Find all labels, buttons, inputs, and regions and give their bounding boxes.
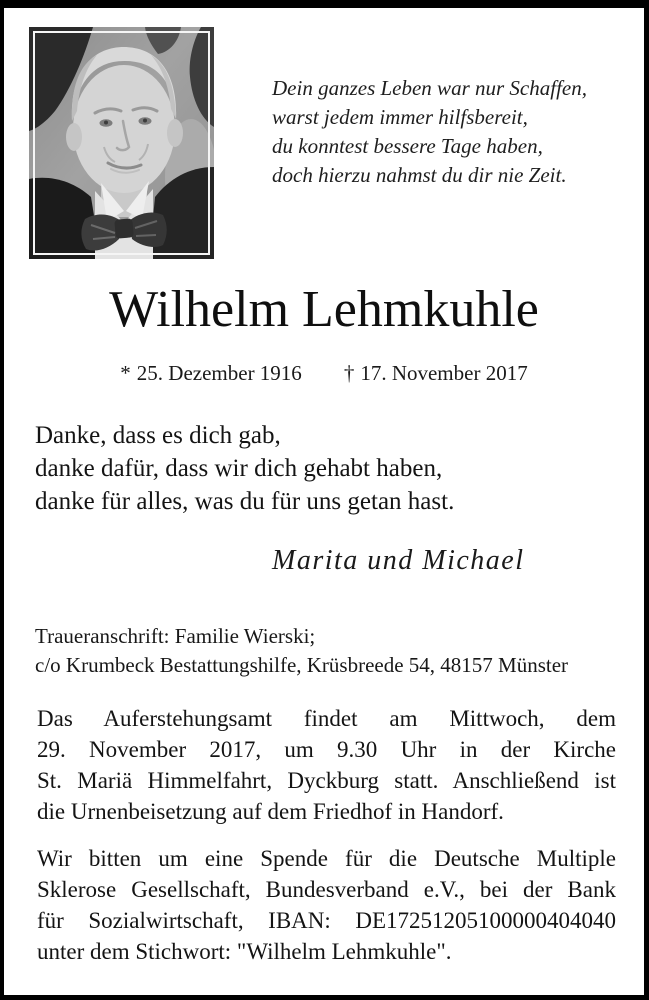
donation-line: unter dem Stichwort: "Wilhelm Lehmkuhle".	[37, 939, 452, 964]
donation-info	[37, 843, 616, 967]
mourning-address	[35, 622, 568, 680]
life-dates	[4, 360, 644, 386]
thanks-line: Danke, dass es dich gab,	[35, 422, 281, 449]
birth-date: 25. Dezember 1916	[136, 361, 302, 385]
poem-line: warst jedem immer hilfsbereit,	[272, 105, 528, 129]
birth-star-icon: *	[120, 361, 131, 385]
donation-line: für Sozialwirtschaft, IBAN: DE17251205100000404040	[37, 908, 616, 933]
birth-date-line	[120, 360, 302, 386]
poem-line: du konntest bessere Tage haben,	[272, 134, 543, 158]
poem-line: Dein ganzes Leben war nur Schaffen,	[272, 76, 587, 100]
poem-line: doch hierzu nahmst du dir nie Zeit.	[272, 163, 567, 187]
memorial-poem	[272, 74, 587, 190]
thanks-text	[35, 419, 454, 518]
family-signature: Marita und Michael	[272, 545, 525, 576]
thanks-line: danke dafür, dass wir dich gehabt haben,	[35, 455, 443, 482]
address-line-2: c/o Krumbeck Bestattungshilfe, Krüsbreede 54, 48157 Münster	[35, 653, 569, 677]
donation-line: Sklerose Gesellschaft, Bundesverband e.V., bei der Bank	[37, 877, 616, 902]
service-line: St. Mariä Himmelfahrt, Dyckburg statt. Anschließend ist	[37, 768, 616, 793]
portrait-photo	[29, 27, 214, 259]
service-info	[37, 703, 616, 827]
service-line: Das Auferstehungsamt findet am Mittwoch, dem	[37, 706, 616, 731]
death-date-line	[344, 360, 528, 386]
death-cross-icon: †	[343, 361, 355, 385]
service-line: 29. November 2017, um 9.30 Uhr in der Kirche	[37, 737, 616, 762]
death-date: 17. November 2017	[360, 361, 528, 385]
deceased-name: Wilhelm Lehmkuhle	[109, 281, 539, 338]
donation-line: Wir bitten um eine Spende für die Deutsche Multiple	[37, 846, 616, 871]
portrait-illustration	[29, 27, 214, 259]
address-line-1: Traueranschrift: Familie Wierski;	[35, 624, 316, 648]
service-line: die Urnenbeisetzung auf dem Friedhof in Handorf.	[37, 799, 504, 824]
thanks-line: danke für alles, was du für uns getan hast.	[35, 488, 455, 515]
